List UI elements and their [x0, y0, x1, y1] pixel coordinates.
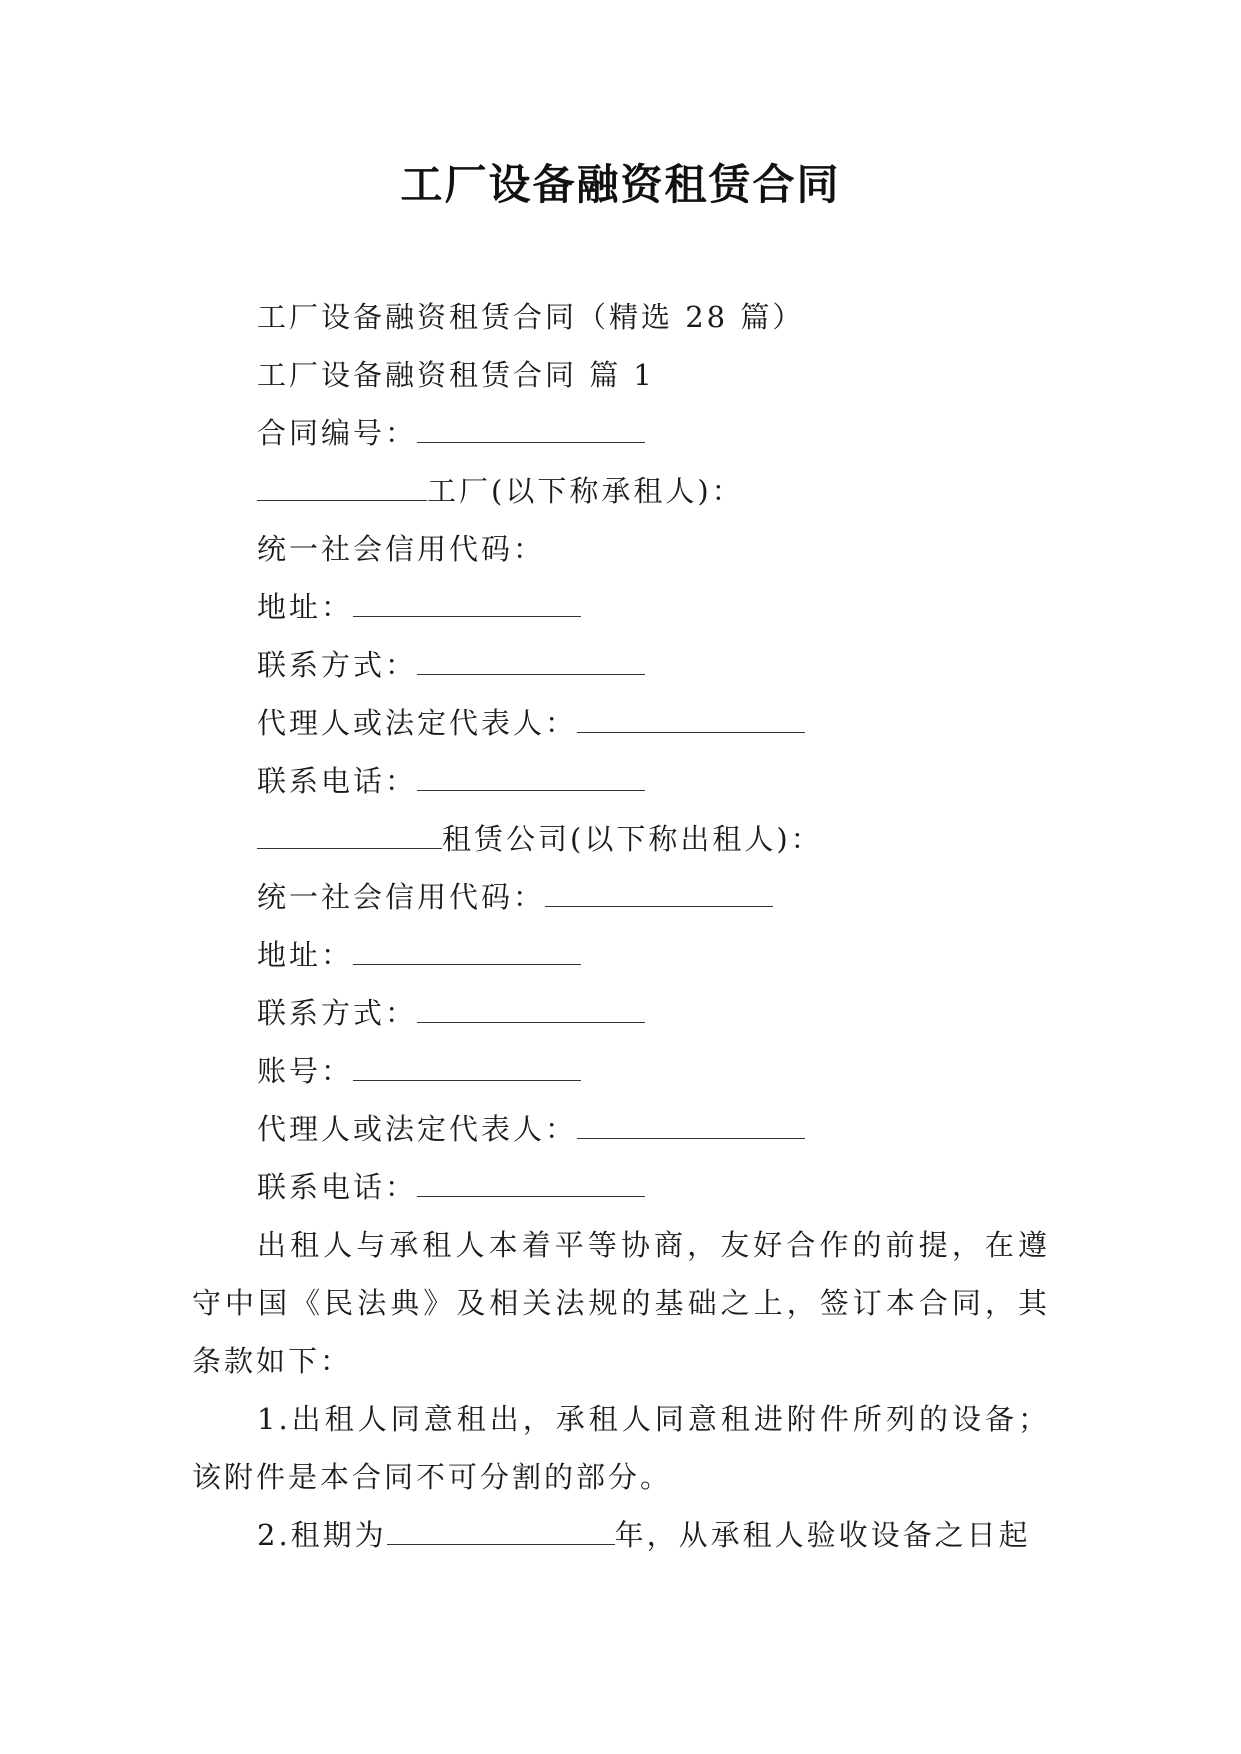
lessee-credit-code-line: [192, 520, 1050, 578]
clause-2-prefix: 2.租期为: [257, 1518, 387, 1552]
document-title: 工厂设备融资租赁合同: [400, 160, 841, 209]
lessee-contact-label: 联系方式：: [257, 648, 418, 682]
clause-2: [192, 1506, 1050, 1564]
lease-term-blank: [387, 1520, 615, 1545]
document-body: [192, 288, 1050, 1564]
lessee-phone-line: [192, 752, 1050, 810]
lessor-account-line: [192, 1042, 1050, 1100]
lessee-phone-label: 联系电话：: [257, 764, 418, 798]
lessor-name-blank: [257, 824, 442, 849]
lessee-credit-code-label: 统一社会信用代码：: [257, 532, 546, 566]
contract-number-blank: [417, 418, 645, 443]
lessor-contact-blank: [417, 998, 645, 1023]
clause-1: 1.出租人同意租出，承租人同意租进附件所列的设备；该附件是本合同不可分割的部分。: [192, 1402, 1050, 1494]
lessor-credit-code-label: 统一社会信用代码：: [257, 880, 546, 914]
lessor-phone-line: [192, 1158, 1050, 1216]
lessee-contact-blank: [417, 650, 645, 675]
lessee-agent-line: [192, 694, 1050, 752]
lessor-address-line: [192, 926, 1050, 984]
lessor-phone-label: 联系电话：: [257, 1170, 418, 1204]
clause-2-suffix: 年，从承租人验收设备之日起: [614, 1518, 1031, 1552]
lessee-agent-blank: [577, 708, 805, 733]
lessee-name-suffix: 工厂(以下称承租人)：: [427, 474, 744, 508]
lessor-name-suffix: 租赁公司(以下称出租人)：: [442, 822, 823, 856]
lessor-agent-label: 代理人或法定代表人：: [257, 1112, 578, 1146]
lessor-contact-label: 联系方式：: [257, 996, 418, 1030]
lessor-agent-blank: [577, 1114, 805, 1139]
lessor-account-blank: [353, 1056, 581, 1081]
lessor-credit-code-blank: [545, 882, 773, 907]
section-heading: 工厂设备融资租赁合同 篇 1: [257, 358, 655, 392]
lessee-name-blank: [257, 476, 427, 501]
lessee-address-blank: [353, 592, 581, 617]
lessee-address-line: [192, 578, 1050, 636]
lessee-contact-line: [192, 636, 1050, 694]
lessee-name-line: [192, 462, 1050, 520]
lessor-account-label: 账号：: [257, 1054, 354, 1088]
lessor-phone-blank: [417, 1172, 645, 1197]
lessor-credit-code-line: [192, 868, 1050, 926]
contract-number-line: [192, 404, 1050, 462]
subtitle-line: 工厂设备融资租赁合同（精选 28 篇）: [257, 300, 805, 334]
lessee-agent-label: 代理人或法定代表人：: [257, 706, 578, 740]
lessor-contact-line: [192, 984, 1050, 1042]
lessee-address-label: 地址：: [257, 590, 354, 624]
lessor-agent-line: [192, 1100, 1050, 1158]
intro-paragraph: 出租人与承租人本着平等协商，友好合作的前提，在遵守中国《民法典》及相关法规的基础之上，签订本合同，其条款如下：: [192, 1228, 1050, 1378]
lessee-phone-blank: [417, 766, 645, 791]
lessor-address-label: 地址：: [257, 938, 354, 972]
lessor-name-line: [192, 810, 1050, 868]
lessor-address-blank: [353, 940, 581, 965]
contract-number-label: 合同编号：: [257, 416, 418, 450]
